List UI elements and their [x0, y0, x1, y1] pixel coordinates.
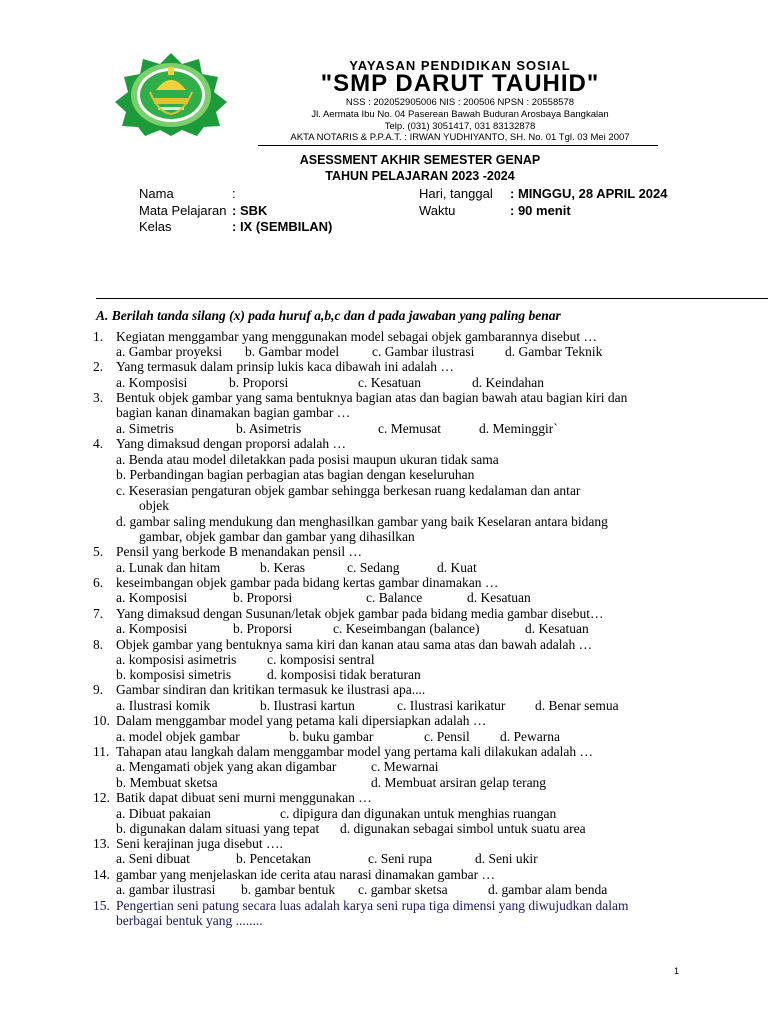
question-text: Tahapan atau langkah dalam menggambar model yang pertama kali dilakukan adalah …: [116, 744, 593, 759]
option-a: a. Dibuat pakaian: [116, 806, 211, 821]
foundation-name: YAYASAN PENDIDIKAN SOSIAL: [349, 58, 571, 73]
question-text: gambar yang menjelaskan ide cerita atau narasi dinamakan gambar …: [116, 867, 495, 882]
question-text: Gambar sindiran dan kritikan termasuk ke ilustrasi apa....: [116, 682, 426, 697]
option-a: a. Mengamati objek yang akan digambar: [116, 759, 337, 774]
question-text: Batik dapat dibuat seni murni menggunakan …: [116, 790, 372, 805]
option-c: c. Gambar ilustrasi: [372, 344, 475, 359]
question-text: Bentuk objek gambar yang sama bentuknya bagian atas dan bagian bawah atau bagian kiri dan: [116, 390, 628, 405]
option-b: b. gambar bentuk: [241, 882, 336, 897]
option-b: b. digunakan dalam situasi yang tepat: [116, 821, 320, 836]
question-text: Kegiatan menggambar yang menggunakan model sebagai objek gambarannya disebut …: [116, 329, 597, 344]
question-number: 2.: [93, 359, 104, 374]
option-b: b. Pencetakan: [236, 851, 311, 866]
option-c: c. Keserasian pengaturan objek gambar sehingga berkesan ruang kedalaman dan antar: [116, 483, 581, 498]
option-c: c. Sedang: [347, 560, 400, 575]
option-b: b. Ilustrasi kartun: [260, 698, 355, 713]
question-text: Pensil yang berkode B menandakan pensil …: [116, 544, 362, 559]
academic-year: TAHUN PELAJARAN 2023 -2024: [325, 169, 515, 183]
option-b: b. Perbandingan bagian perbagian atas bagian dengan keseluruhan: [116, 467, 475, 482]
school-crest-logo: [112, 52, 230, 136]
hari-label: Hari, tanggal: [419, 186, 493, 201]
option-d: d. Kesatuan: [467, 590, 531, 605]
question-number: 4.: [93, 436, 104, 451]
notary-deed: AKTA NOTARIS & P.P.A.T. : IRWAN YUDHIYANTO, SH. No. 01 Tgl. 03 Mei 2007: [290, 132, 630, 143]
mapel-label: Mata Pelajaran: [139, 203, 227, 218]
kelas-value: : IX (SEMBILAN): [232, 219, 333, 234]
waktu-value: : 90 menit: [510, 203, 571, 218]
option-b: b. Membuat sketsa: [116, 775, 218, 790]
question-number: 12.: [93, 790, 110, 805]
waktu-label: Waktu: [419, 203, 456, 218]
option-c: c. Pensil: [424, 729, 470, 744]
question-number: 15.: [93, 898, 110, 913]
option-b: b. buku gambar: [289, 729, 374, 744]
option-a: a. Lunak dan hitam: [116, 560, 221, 575]
option-d: d. digunakan sebagai simbol untuk suatu area: [340, 821, 586, 836]
option-c: c. Balance: [366, 590, 423, 605]
option-c: c. Keseimbangan (balance): [333, 621, 480, 636]
option-d: d. Pewarna: [500, 729, 560, 744]
question-text-continued: berbagai bentuk yang ........: [116, 913, 263, 928]
question-text: Dalam menggambar model yang petama kali dipersiapkan adalah …: [116, 713, 487, 728]
question-number: 1.: [93, 329, 104, 344]
option-a: a. Komposisi: [116, 375, 188, 390]
hari-value: : MINGGU, 28 APRIL 2024: [510, 186, 668, 201]
option-d: d. Seni ukir: [475, 851, 538, 866]
question-text: Seni kerajinan juga disebut ….: [116, 836, 283, 851]
question-number: 9.: [93, 682, 104, 697]
option-a: a. Komposisi: [116, 621, 188, 636]
option-b: b. Keras: [260, 560, 305, 575]
option-a: a. Ilustrasi komik: [116, 698, 211, 713]
option-b: b. Proporsi: [233, 621, 293, 636]
mapel-value: : SBK: [232, 203, 268, 218]
school-name: "SMP DARUT TAUHID": [320, 70, 600, 97]
letterhead-divider: [258, 145, 658, 146]
question-text-continued: bagian kanan dinamakan bagian gambar …: [116, 405, 351, 420]
option-d: d. Kuat: [437, 560, 477, 575]
option-d: d. Gambar Teknik: [505, 344, 603, 359]
nama-colon: :: [232, 186, 236, 201]
option-b: b. Proporsi: [233, 590, 293, 605]
option-b: b. Asimetris: [236, 421, 302, 436]
question-text: Objek gambar yang bentuknya sama kiri dan kanan atau sama atas dan bawah adalah …: [116, 637, 593, 652]
question-number: 10.: [93, 713, 110, 728]
question-text: Yang dimaksud dengan proporsi adalah …: [116, 436, 346, 451]
option-d: d. Meminggir`: [479, 421, 558, 436]
option-a: a. komposisi asimetris: [116, 652, 237, 667]
option-c: c. Memusat: [378, 421, 441, 436]
question-number: 8.: [93, 637, 104, 652]
option-c: c. Ilustrasi karikatur: [397, 698, 506, 713]
question-text: Pengertian seni patung secara luas adalah karya seni rupa tiga dimensi yang diwujudkan dalam: [116, 898, 629, 913]
exam-title: ASESSMENT AKHIR SEMESTER GENAP: [299, 153, 541, 167]
question-text: Yang termasuk dalam prinsip lukis kaca dibawah ini adalah …: [116, 359, 454, 374]
question-number: 7.: [93, 606, 104, 621]
option-a: a. gambar ilustrasi: [116, 882, 216, 897]
question-number: 11.: [93, 744, 110, 759]
question-text: Yang dimaksud dengan Susunan/letak objek gambar pada bidang media gambar disebut…: [116, 606, 604, 621]
kelas-label: Kelas: [139, 219, 172, 234]
question-number: 5.: [93, 544, 104, 559]
option-a: a. model objek gambar: [116, 729, 240, 744]
option-d: d. Kesatuan: [525, 621, 589, 636]
page-number: 1: [674, 966, 680, 976]
option-b: b. Gambar model: [245, 344, 340, 359]
option-c: c. Seni rupa: [368, 851, 433, 866]
school-address: Jl. Aermata Ibu No. 04 Paserean Bawah Buduran Arosbaya Bangkalan: [311, 109, 609, 120]
question-number: 3.: [93, 390, 104, 405]
option-c: c. Kesatuan: [358, 375, 421, 390]
option-d-continued: gambar, objek gambar dan gambar yang dihasilkan: [139, 529, 415, 544]
option-a: a. Simetris: [116, 421, 174, 436]
option-a: a. Komposisi: [116, 590, 188, 605]
school-registration-numbers: NSS : 202052905006 NIS : 200506 NPSN : 20558578: [345, 97, 575, 108]
option-a: a. Gambar proyeksi: [116, 344, 223, 359]
option-a: a. Seni dibuat: [116, 851, 190, 866]
question-number: 6.: [93, 575, 104, 590]
option-c-continued: objek: [139, 498, 169, 513]
option-b: b. Proporsi: [229, 375, 289, 390]
option-d: d. Keindahan: [472, 375, 544, 390]
option-d: d. gambar saling mendukung dan menghasilkan gambar yang baik Keselaran antara bidang: [116, 514, 608, 529]
nama-label: Nama: [139, 186, 174, 201]
option-c: c. gambar sketsa: [358, 882, 448, 897]
option-d: d. gambar alam benda: [488, 882, 608, 897]
option-c: c. dipigura dan digunakan untuk menghias ruangan: [280, 806, 557, 821]
option-d: d. Benar semua: [535, 698, 619, 713]
option-a: a. Benda atau model diletakkan pada posisi maupun ukuran tidak sama: [116, 452, 499, 467]
header-separator: [96, 298, 768, 299]
school-phone: Telp. (031) 3051417, 031 83132878: [384, 121, 536, 132]
question-number: 13.: [93, 836, 110, 851]
option-c: c. Mewarnai: [371, 759, 439, 774]
option-b: b. komposisi simetris: [116, 667, 232, 682]
option-d: d. Membuat arsiran gelap terang: [371, 775, 547, 790]
option-d: d. komposisi tidak beraturan: [267, 667, 421, 682]
question-number: 14.: [93, 867, 110, 882]
question-text: keseimbangan objek gambar pada bidang kertas gambar dinamakan …: [116, 575, 499, 590]
section-instruction: A. Berilah tanda silang (x) pada huruf a,b,c dan d pada jawaban yang paling benar: [96, 308, 561, 323]
option-c: c. komposisi sentral: [267, 652, 375, 667]
